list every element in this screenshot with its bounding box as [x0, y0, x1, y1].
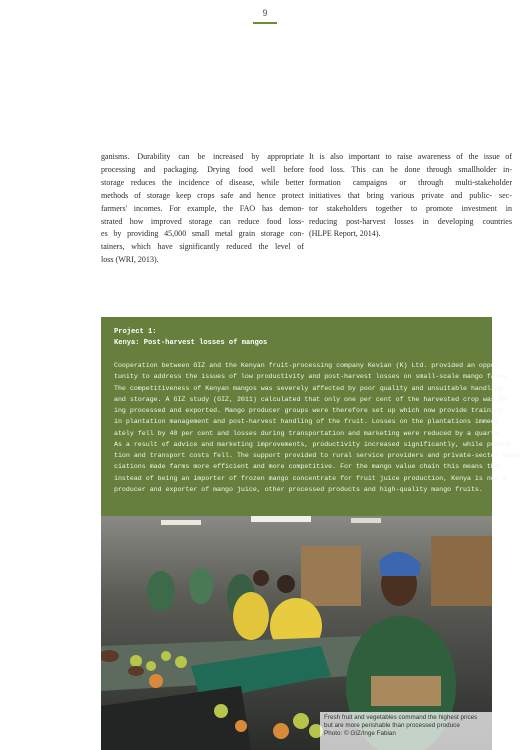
body-line: and storage. A GIZ study (GIZ, 2011) calculated that only one per cent of the harvested crop was be- [114, 394, 511, 403]
text-line: farmers' incomes. For example, the FAO has demon- [101, 203, 304, 213]
body-line: in plantation management and post-harvest handling of the fruit. Losses on the plantations immedi- [114, 417, 503, 426]
text-line: methods of storage keep crops safe and hence protect [101, 190, 304, 200]
text-line: es by providing 45,000 small metal grain storage con- [101, 229, 304, 239]
project-body [114, 360, 523, 495]
text-line: ganisms. Durability can be increased by appropriate [101, 152, 304, 161]
text-line: food loss. This can be done through smallholder in- [309, 164, 512, 174]
text-line: tor stakeholders together to promote investment in [309, 203, 512, 213]
body-line: Cooperation between GIZ and the Kenyan fruit-processing company Kevian (K) Ltd. provided an oppor- [114, 361, 503, 369]
text-line: tainers, which have significantly reduced the level of [101, 242, 304, 252]
project-title: Kenya: Post-harvest losses of mangos [114, 339, 268, 347]
text-line: It is also important to raise awareness of the issue of [309, 152, 512, 161]
body-line: tunity to address the issues of low productivity and post-harvest losses on small-scale mango farms. [114, 372, 511, 381]
body-line: ing processed and exported. Mango producer groups were therefore set up which now provide training [114, 406, 503, 414]
body-line: As a result of advice and marketing improvements, productivity increased significantly, while produc- [114, 439, 515, 448]
body-line: The competitiveness of Kenyan mangos was severely affected by poor quality and unsuitable handling [114, 383, 503, 392]
project-heading [114, 327, 267, 349]
text-line: loss (WRI, 2013). [101, 255, 159, 265]
page-number-rule [253, 22, 277, 24]
body-line: producer and exporter of mango juice, other processed products and high-quality mango fruits. [114, 484, 483, 493]
body-line: ately fell by 40 per cent and losses during transportation and marketing were reduced by a quarter. [114, 428, 507, 437]
body-line: ciations made farms more efficient and more competitive. For the mango value chain this means that, [114, 462, 507, 471]
caption-line: Fresh fruit and vegetables command the highest prices [324, 714, 478, 721]
photo-credit: Photo: © GIZ/Inge Fabian [324, 730, 396, 737]
caption-line: but are more perishable than processed produce [324, 722, 460, 729]
intro-column-right [309, 151, 512, 241]
text-line: initiatives that bring various private and public- sec- [309, 190, 512, 200]
text-line: formation campaigns or through multi-stakeholder [309, 177, 512, 187]
project-box [101, 317, 523, 516]
text-line: strated how improved storage can reduce food loss- [101, 216, 304, 226]
text-line: storage reduces the incidence of disease, while better [101, 177, 304, 187]
text-line: reducing post-harvest losses in developing countries [309, 216, 512, 226]
project-label: Project 1: [114, 328, 157, 336]
photo-caption [320, 712, 492, 750]
text-line: (HLPE Report, 2014). [309, 229, 381, 239]
text-line: processing and packaging. Drying food well before [101, 164, 304, 174]
intro-column-left [101, 151, 304, 267]
body-line: instead of being an importer of frozen mango concentrate for fruit juice production, Kenya is now a [114, 473, 507, 482]
body-line: tion and transport costs fell. The support provided to rural service providers and private-sector asso- [114, 451, 523, 459]
page-number: 9 [262, 8, 268, 18]
